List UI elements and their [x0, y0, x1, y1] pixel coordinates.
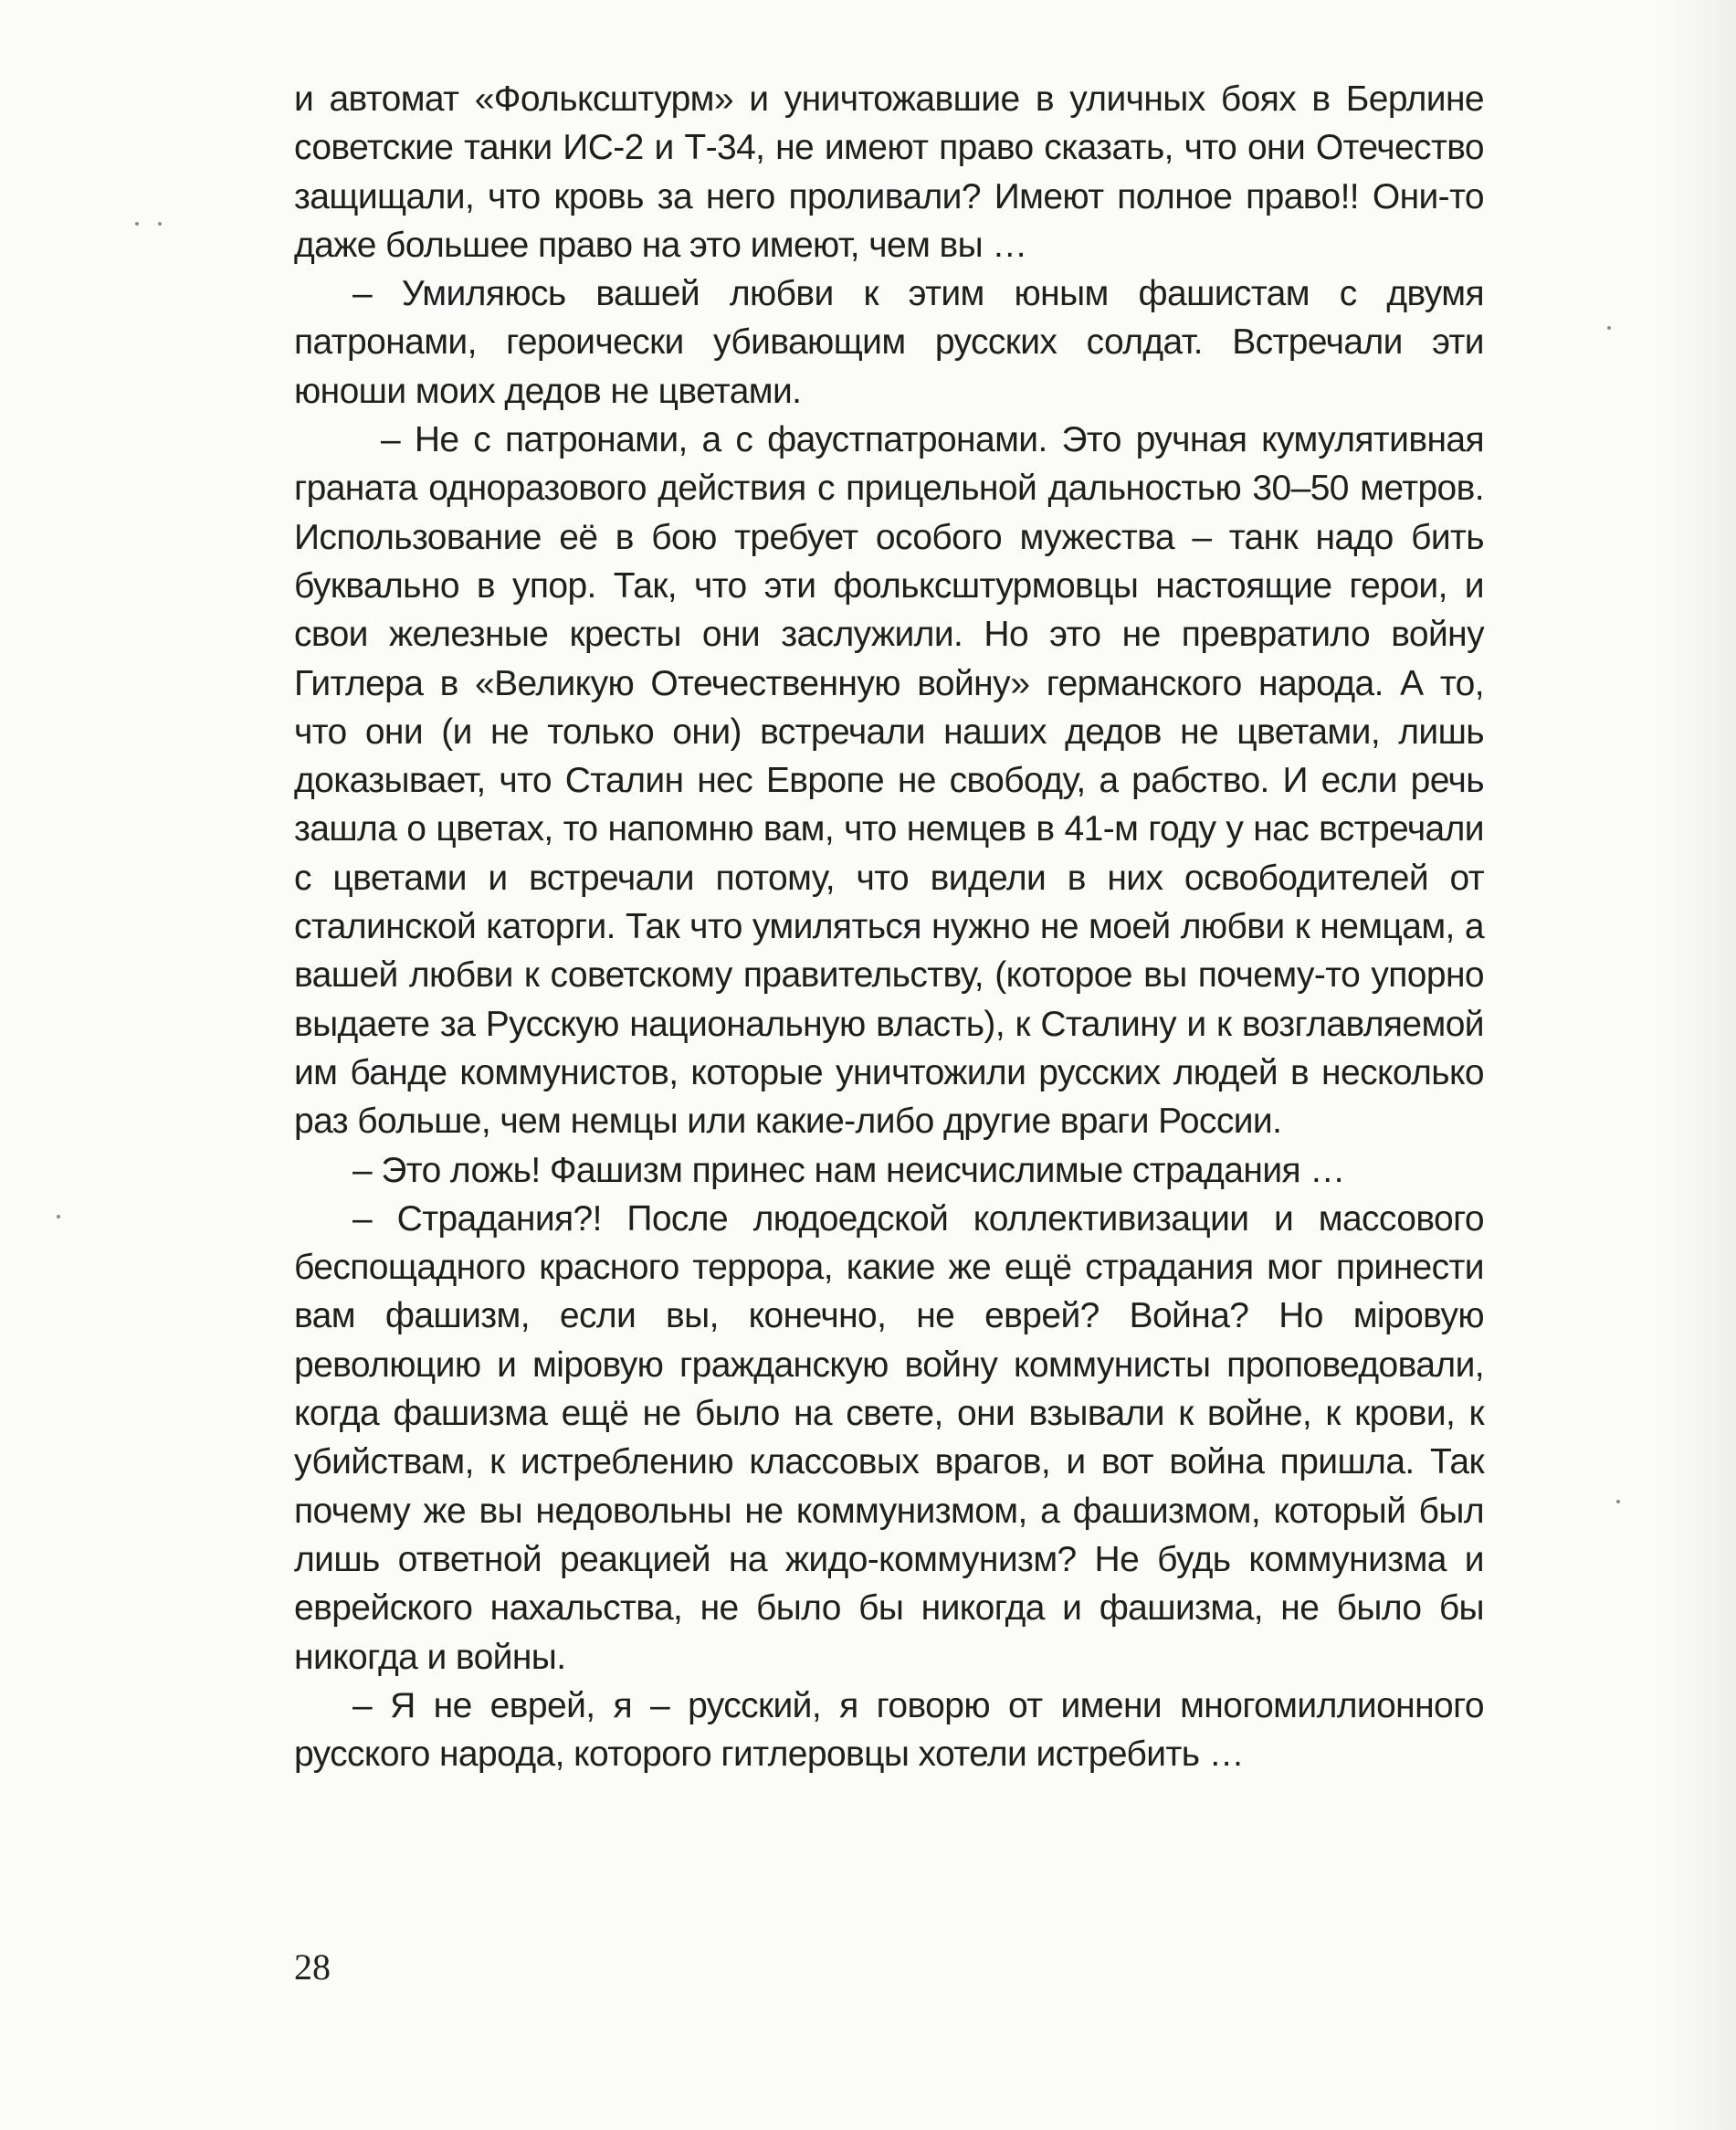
scan-speck: [57, 1215, 60, 1218]
paragraph: – Это ложь! Фашизм принес нам неисчислимые страдания …: [352, 1150, 1345, 1190]
scan-speck: [158, 222, 162, 226]
paragraph: и автомат «Фольксштурм» и уничтожавшие в уличных боях в Берлине советские танки ИС-2 и Т-34, не имеют право сказать, что они Отечество защищали, что кровь за него проливали? Имеют полное право!! Они-то даже большее право на это имеют, чем вы …: [294, 79, 1484, 265]
paragraph: – Я не еврей, я – русский, я говорю от имени многомиллионного русского народа, которого гитлеровцы хотели истребить …: [294, 1685, 1484, 1775]
scan-speck: [1616, 1500, 1620, 1503]
scan-speck: [1607, 326, 1611, 330]
paragraph: – Не с патронами, а с фаустпатронами. Это ручная кумулятивная граната одноразового действия с прицельной дальностью 30–50 метров. Использование её в бою требует особого мужества – танк надо бить буквально в упор. Так, что эти фольксштурмовцы настоящие герои, и свои железные кресты они заслужили. Но это не превратило войну Гитлера в «Великую Отечественную войну» германского народа. А то, что они (и не только они) встречали наших дедов не цветами, лишь доказывает, что Сталин нес Европе не свободу, а рабство. И если речь зашла о цветах, то напомню вам, что немцев в 41-м году у нас встречали с цветами и встречали потому, что видели в них освободителей от сталинской каторги. Так что умиляться нужно не моей любви к немцам, а вашей любви к советскому правительству, (которое вы почему-то упорно выдаете за Русскую национальную власть), к Сталину и к возглавляемой им банде коммунистов, которые уничтожили русских людей в несколько раз больше, чем немцы или какие-либо другие враги России.: [294, 420, 1484, 1142]
body-text: [294, 75, 1484, 1778]
page-number: 28: [294, 1946, 331, 1988]
paragraph: – Страдания?! После людоедской коллективизации и массового беспощадного красного террора, какие же ещё страдания мог принести вам фашизм, если вы, конечно, не еврей? Война? Но міровую революцию и міровую гражданскую войну коммунисты проповедовали, когда фашизма ещё не было на свете, они взывали к войне, к крови, к убийствам, к истреблению классовых врагов, и вот война пришла. Так почему же вы недовольны не коммунизмом, а фашизмом, который был лишь ответной реакцией на жидо-коммунизм? Не будь коммунизма и еврейского нахальства, не было бы никогда и фашизма, не было бы никогда и войны.: [294, 1198, 1484, 1677]
scan-speck: [135, 222, 139, 226]
paragraph: – Умиляюсь вашей любви к этим юным фашистам с двумя патронами, героически убивающим русских солдат. Встречали эти юноши моих дедов не цветами.: [294, 274, 1484, 411]
